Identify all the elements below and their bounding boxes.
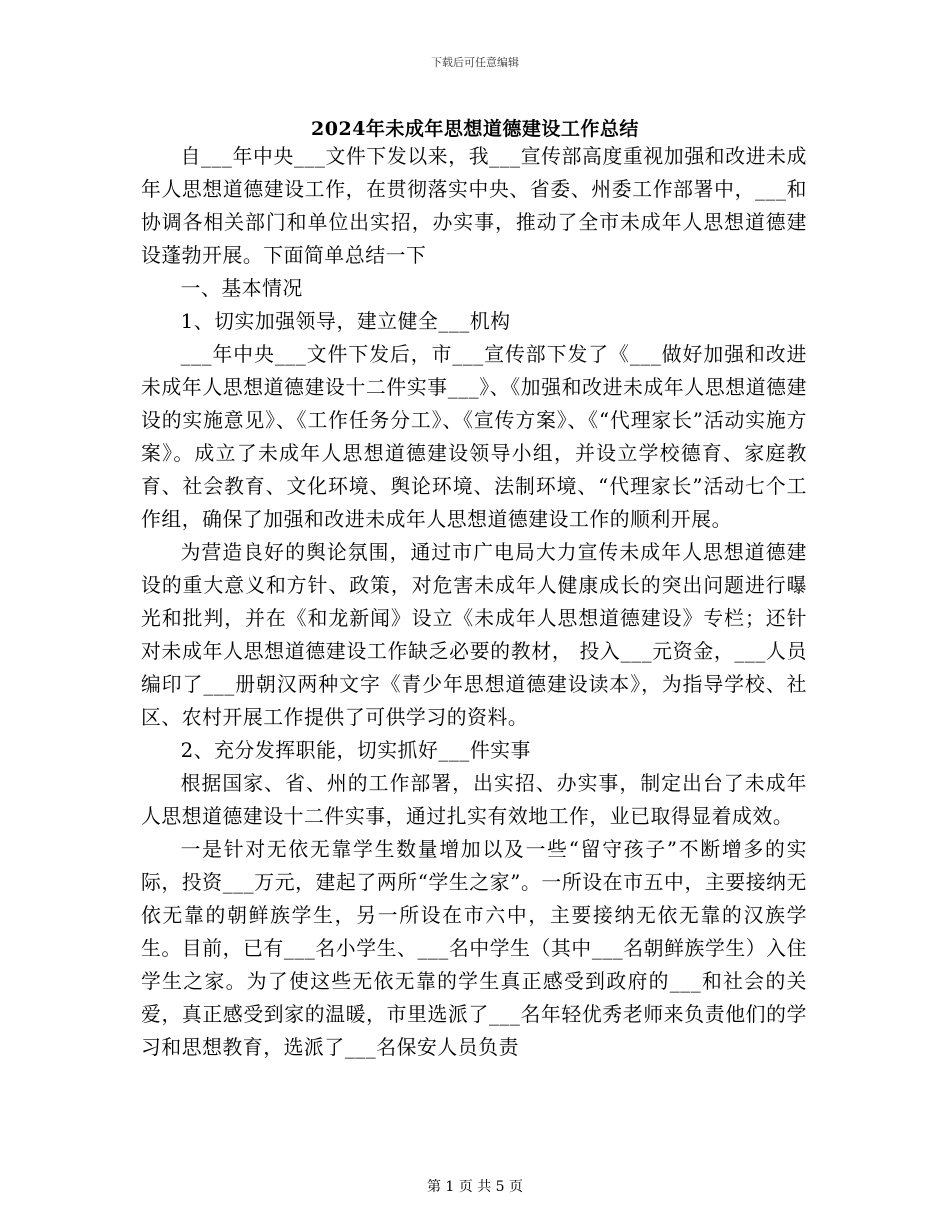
subheading-functions: 2、充分发挥职能，切实抓好___件实事 <box>180 739 531 762</box>
section-heading-basic-situation: 一、基本情况 <box>180 277 303 300</box>
paragraph-functions: 根据国家、省、州的工作部署，出实招、办实事，制定出台了未成年人思想道德建设十二件实事，通过扎实有效地工作，业已取得显着成效。 <box>141 772 807 828</box>
page-number: 第 1 页 共 5 页 <box>426 1179 524 1195</box>
document-title: 2024年未成年思想道德建设工作总结 <box>311 118 639 140</box>
paragraph-student-homes: 一是针对无依无靠学生数量增加以及一些“留守孩子”不断增多的实际，投资___万元，建起了两所“学生之家”。一所设在市五中，主要接纳无依无靠的朝鲜族学生，另一所设在市六中，主要接纳无依无靠的汉族学生。目前，已有___名小学生、___名中学生（其中___名朝鲜族学生）入住学生之家。为了使这些无依无靠的学生真正感受到政府的___和社会的关爱，真正感受到家的温暖，市里选派了___名年轻优秀老师来负责他们的学习和思想教育，选派了___名保安人员负责 <box>141 838 807 1059</box>
paragraph-leadership: ___年中央___文件下发后，市___宣传部下发了《___做好加强和改进未成年人思想道德建设十二件实事___》、《加强和改进未成年人思想道德建设的实施意见》、《工作任务分工》、《宣传方案》、《“代理家长”活动实施方案》。成立了未成年人思想道德建设领导小组，并设立学校德育、家庭教育、社会教育、文化环境、舆论环境、法制环境、“代理家长”活动七个工作组，确保了加强和改进未成年人思想道德建设工作的顺利开展。 <box>141 343 807 531</box>
paragraph-intro: 自___年中央___文件下发以来，我___宣传部高度重视加强和改进未成年人思想道德建设工作，在贯彻落实中央、省委、州委工作部署中，___和协调各相关部门和单位出实招，办实事，推动了全市未成年人思想道德建设蓬勃开展。下面简单总结一下 <box>141 145 807 267</box>
paragraph-publicity: 为营造良好的舆论氛围，通过市广电局大力宣传未成年人思想道德建设的重大意义和方针、政策，对危害未成年人健康成长的突出问题进行曝光和批判，并在《和龙新闻》设立《未成年人思想道德建设》专栏；还针对未成年人思想道德建设工作缺乏必要的教材， 投入___元资金，___人员编印了___册朝汉两种文字《青少年思想道德建设读本》，为指导学校、社区、农村开展工作提供了可供学习的资料。 <box>141 541 807 729</box>
header-note: 下载后可任意编辑 <box>431 56 519 69</box>
document-body <box>141 140 807 1064</box>
subheading-leadership: 1、切实加强领导，建立健全___机构 <box>180 310 511 333</box>
